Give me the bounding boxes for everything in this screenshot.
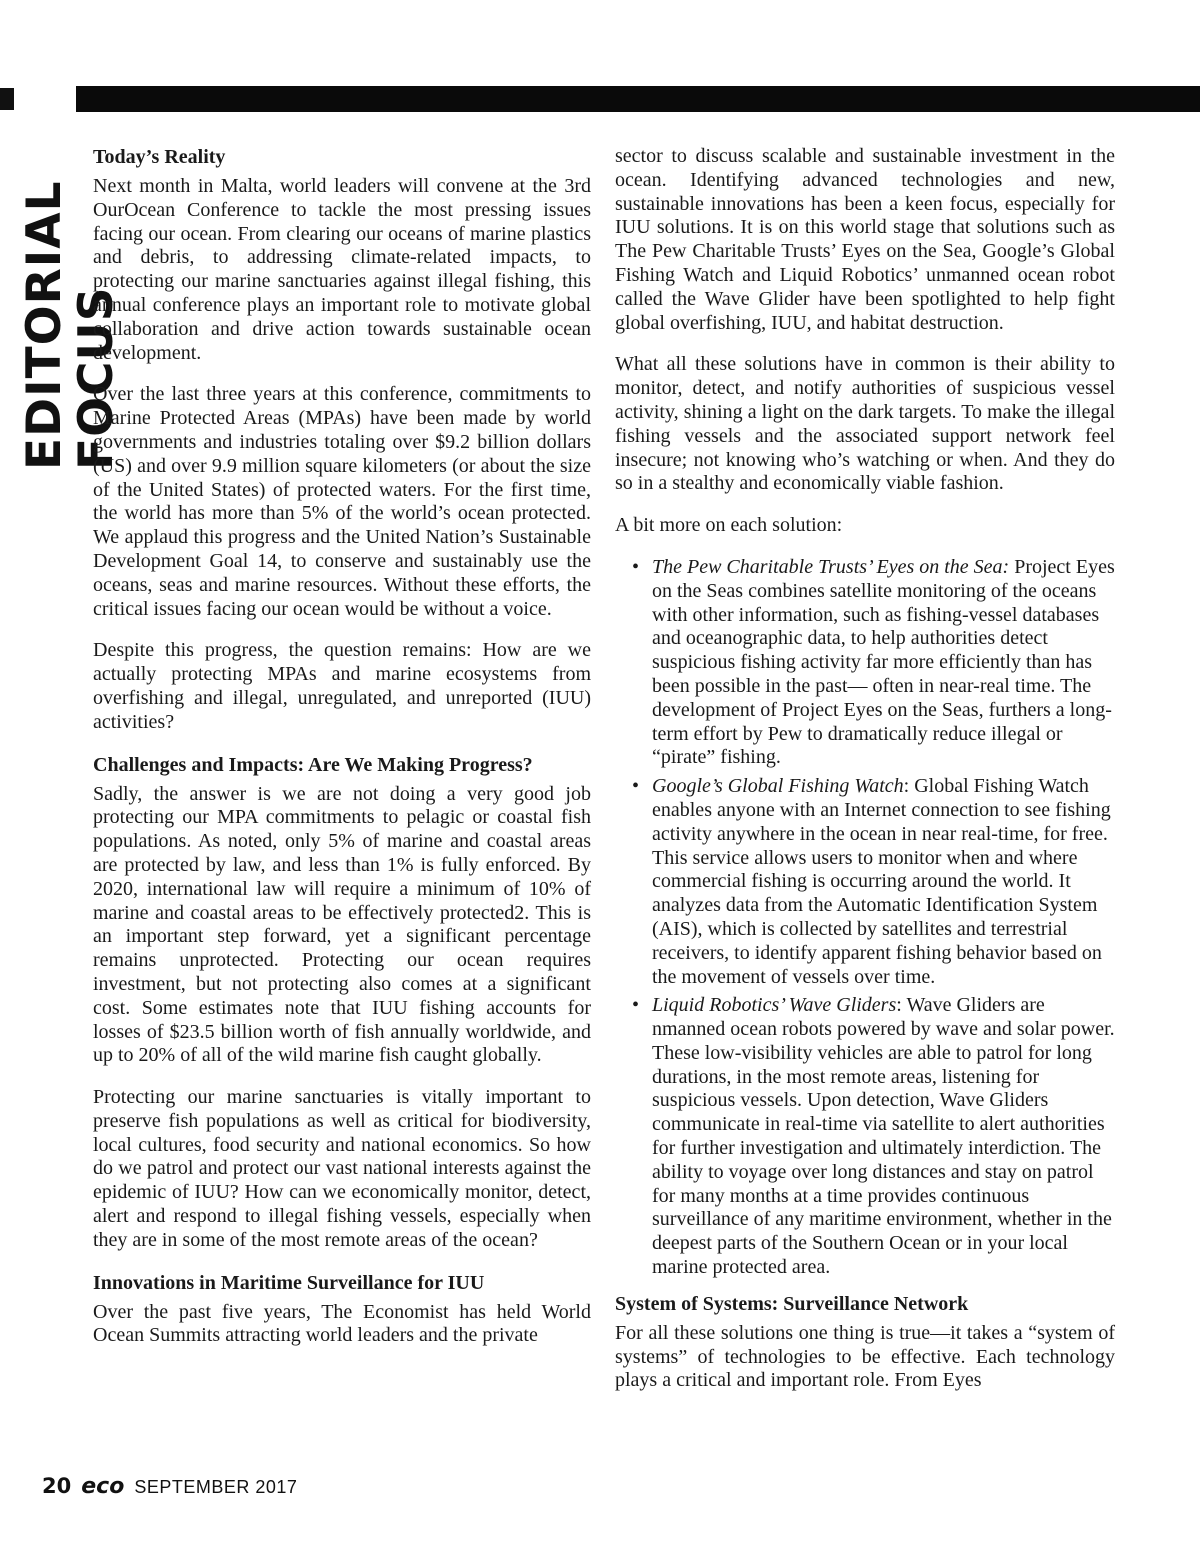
paragraph: What all these solutions have in common is their ability to monitor, detect, and notify authorities of suspicious vessel activity, shining a light on the dark targets. To make the illegal fishing vessels and the associated support network feel insecure; not knowing who’s watching or when. And they do so in a stealthy and economically viable fashion. — [615, 353, 1115, 495]
list-item — [615, 556, 1115, 770]
section-tab — [0, 0, 124, 560]
heading-challenges: Challenges and Impacts: Are We Making Progress? — [93, 753, 533, 776]
page-number: 20 — [42, 1474, 72, 1498]
paragraph: A bit more on each solution: — [615, 514, 843, 537]
paragraph: For all these solutions one thing is true—it takes a “system of systems” of technologies to be effective. Each technology plays a critical and important role. From Eyes — [615, 1321, 1115, 1392]
paragraph: Over the last three years at this conference, commitments to Marine Protected Areas (MPAs) have been made by world governments and industries totaling over $9.2 billion dollars (US) and over 9.9 million square kilometers (or about the size of the United States) of protected waters. For the first time, the world has more than 5% of the world’s ocean protected. We applaud this progress and the United Nation’s Sustainable Development Goal 14, to conserve and sustainably use the oceans, seas and marine resources. Without these efforts, the critical issues facing our ocean would be without a voice. — [93, 383, 591, 620]
issue-date: SEPTEMBER 2017 — [134, 1477, 298, 1497]
list-item — [615, 775, 1115, 989]
paragraph: Sadly, the answer is we are not doing a very good job protecting our MPA commitments to pelagic or coastal fish populations. As noted, only 5% of marine and coastal areas are protected by law, and less than 1% is fully enforced. By 2020, international law will require a minimum of 10% of marine and coastal areas to be effectively protected2. This is an important step forward, yet a significant percentage remains unprotected. Protecting our ocean requires investment, but not protecting also comes at a significant cost. Some estimates note that IUU fishing accounts for losses of $23.5 billion worth of fish annually worldwide, and up to 20% of all of the wild marine fish caught globally. — [93, 782, 591, 1067]
heading-todays-reality: Today’s Reality — [93, 146, 226, 168]
magazine-logo: eco — [81, 1474, 125, 1499]
paragraph: sector to discuss scalable and sustainable investment in the ocean. Identifying advanced technologies and new, sustainable innovations has been a keen focus, especially for IUU solutions. It is on this world stage that solutions such as The Pew Charitable Trusts’ Eyes on the Sea, Google’s Global Fishing Watch and Liquid Robotics’ unmanned ocean robot called the Wave Glider have been spotlighted to help fight global overfishing, IUU, and habitat destruction. — [615, 145, 1115, 334]
right-column — [615, 145, 1115, 1411]
solution-text: : Global Fishing Watch enables anyone with an Internet connection to see fishing activity anywhere in the ocean in near real-time, for free. This service allows users to monitor when and where commercial fishing is occurring around the world. It analyzes data from the Automatic Identification System (AIS), which is collected by satellites and terrestrial receivers, to identify apparent fishing behavior based on the movement of vessels over time. — [652, 775, 1111, 988]
solution-title: The Pew Charitable Trusts’ Eyes on the Sea: — [652, 555, 1010, 578]
header-rule — [76, 86, 1200, 112]
bullet-icon: • — [632, 775, 640, 798]
paragraph: Over the past five years, The Economist has held World Ocean Summits attracting world leaders and the private — [93, 1300, 591, 1347]
paragraph: Despite this progress, the question remains: How are we actually protecting MPAs and marine ecosystems from overfishing and illegal, unregulated, and unreported (IUU) activities? — [93, 639, 591, 733]
solution-title: Liquid Robotics’ Wave Gliders — [652, 994, 897, 1017]
heading-innovations: Innovations in Maritime Surveillance for IUU — [93, 1271, 485, 1294]
bullet-icon: • — [632, 555, 640, 578]
paragraph: Protecting our marine sanctuaries is vitally important to preserve fish populations as well as critical for biodiversity, local cultures, food security and national economics. So how do we patrol and protect our vast national interests against the epidemic of IUU? How can we economically monitor, detect, alert and respond to illegal fishing vessels, especially when they are in some of the most remote areas of the ocean? — [93, 1086, 591, 1251]
solution-title: Google’s Global Fishing Watch — [652, 775, 904, 798]
section-label: EDITORIAL FOCUS — [17, 180, 124, 470]
solution-text: : Wave Gliders are nmanned ocean robots powered by wave and solar power. These low-visibility vehicles are able to patrol for long durations, in the most remote areas, listening for suspicious vessels. Upon detection, Wave Gliders communicate in real-time via satellite to alert authorities for further investigation and ultimately interdiction. The ability to voyage over long distances and stay on patrol for many months at a time provides continuous surveillance of any maritime environment, whether in the deepest parts of the Southern Ocean or in your local marine protected area. — [652, 994, 1115, 1279]
solution-text: Project Eyes on the Seas combines satellite monitoring of the oceans with other information, such as fishing-vessel databases and oceanographic data, to help authorities detect suspicious fishing activity far more efficiently than has been possible in the past— often in near-real time. The development of Project Eyes on the Seas, furthers a long-term effort by Pew to dramatically reduce illegal or “pirate” fishing. — [652, 555, 1115, 769]
page-footer — [42, 1474, 297, 1504]
bullet-icon: • — [632, 994, 640, 1017]
solutions-list — [615, 556, 1115, 1280]
paragraph: Next month in Malta, world leaders will convene at the 3rd OurOcean Conference to tackle the most pressing issues facing our ocean. From clearing our oceans of marine plastics and debris, to addressing climate-related impacts, to protecting our marine sanctuaries against illegal fishing, this annual conference plays an important role to motivate global collaboration and drive action towards sustainable ocean development. — [93, 175, 591, 364]
list-item — [615, 994, 1115, 1280]
left-column — [93, 145, 591, 1366]
section-tab-mark — [0, 88, 14, 110]
heading-system-of-systems: System of Systems: Surveillance Network — [615, 1292, 969, 1315]
